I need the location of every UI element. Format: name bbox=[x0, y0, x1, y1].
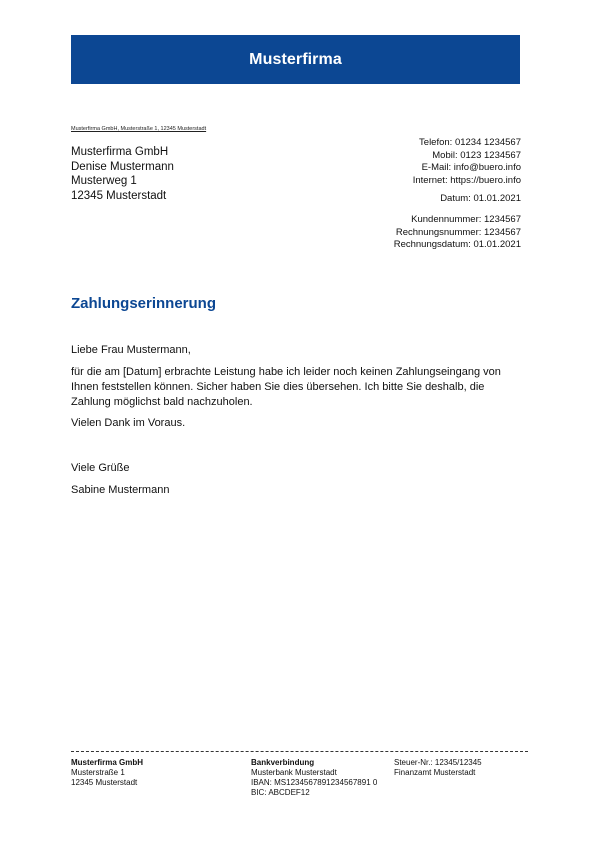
contact-phone: Telefon: 01234 1234567 bbox=[419, 137, 521, 148]
letter-subject: Zahlungserinnerung bbox=[71, 295, 217, 312]
footer-tax bbox=[394, 758, 482, 778]
recipient-street: Musterweg 1 bbox=[71, 175, 137, 187]
footer-company-city: 12345 Musterstadt bbox=[71, 778, 138, 787]
recipient-city: 12345 Musterstadt bbox=[71, 189, 167, 202]
recipient-company: Musterfirma GmbH bbox=[71, 146, 169, 158]
contact-email: E-Mail: info@buero.info bbox=[421, 162, 521, 173]
header-bar bbox=[71, 35, 520, 84]
salutation: Liebe Frau Mustermann, bbox=[71, 344, 191, 356]
thanks-line: Vielen Dank im Voraus. bbox=[71, 417, 186, 429]
invoice-number: Rechnungsnummer: 1234567 bbox=[395, 226, 521, 238]
invoice-date: Rechnungsdatum: 01.01.2021 bbox=[393, 239, 521, 250]
footer-tax-number: Steuer-Nr.: 12345/12345 bbox=[394, 758, 482, 767]
closing-line: Viele Grüße bbox=[71, 462, 130, 474]
footer-bic: BIC: ABCDEF12 bbox=[251, 788, 310, 797]
signature-name: Sabine Mustermann bbox=[71, 484, 170, 496]
footer-bank-name: Musterbank Musterstadt bbox=[251, 768, 337, 777]
footer-tax-office: Finanzamt Musterstadt bbox=[394, 768, 476, 777]
footer-company bbox=[71, 758, 143, 788]
footer-bank-heading: Bankverbindung bbox=[251, 758, 315, 767]
footer-company-name: Musterfirma GmbH bbox=[71, 758, 144, 767]
footer-divider bbox=[71, 751, 528, 752]
sender-return-address: Musterfirma GmbH, Musterstraße 1, 12345 Musterstadt bbox=[71, 126, 207, 132]
footer-iban: IBAN: MS1234567891234567891 0 bbox=[251, 778, 378, 787]
footer-company-street: Musterstraße 1 bbox=[71, 768, 125, 777]
contact-mobile: Mobil: 0123 1234567 bbox=[432, 149, 521, 161]
contact-internet: Internet: https://buero.info bbox=[412, 174, 521, 186]
footer-bank bbox=[251, 758, 377, 798]
reference-block bbox=[394, 214, 521, 252]
recipient-name: Denise Mustermann bbox=[71, 160, 174, 173]
body-paragraph: für die am [Datum] erbrachte Leistung habe ich leider noch keinen Zahlungseingang von Ihnen feststellen können. Sicher haben Sie dies übersehen. Ich bitte Sie deshalb, die Zahlung möglichst bald nachzuholen. bbox=[71, 366, 501, 408]
contact-block bbox=[413, 137, 521, 187]
letter-date: Datum: 01.01.2021 bbox=[440, 193, 521, 204]
customer-number: Kundennummer: 1234567 bbox=[411, 214, 521, 225]
company-title: Musterfirma bbox=[249, 50, 342, 68]
letter-body bbox=[71, 343, 526, 498]
recipient-address bbox=[71, 145, 174, 203]
